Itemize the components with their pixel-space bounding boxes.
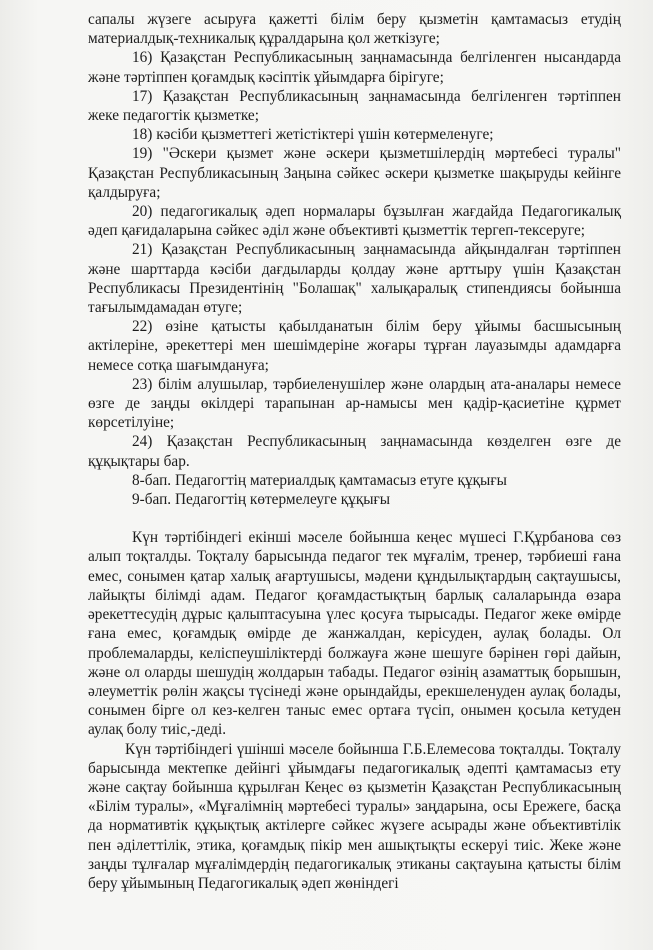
list-item-21: 21) Қазақстан Республикасының заңнамасында айқындалған тәртіппен және шарттарда кәсіби дағдыларды қолдау және арттыру үшін Қазақстан Республикасы Президентінің "Болашақ" халықаралық стипендиясы бойынша тағылымдамадан өтуге; bbox=[88, 241, 621, 317]
article-8-heading: 8-бап. Педагогтің материалдық қамтамасыз етуге құқығы bbox=[132, 471, 507, 489]
list-item-22: 22) өзіне қатысты қабылданатын білім беру ұйымы басшысының актілеріне, әрекеттері мен шешімдеріне жоғары тұрған лауазымды адамдарға немесе сотқа шағымдануға; bbox=[88, 318, 621, 374]
agenda-item-3-paragraph: Күн тәртібіндегі үшінші мәселе бойынша Г.Б.Елемесова тоқталды. Тоқталу барысында мектепке дейінгі ұйымдағы педагогикалық әдепті қамтамасыз ету және сақтау бойынша құрылған Кеңес өз қызметін Қазақстан Республикасының «Білім туралы», «Мұғалімнің мәртебесі туралы» заңдарына, осы Ережеге, басқа да нормативтік құқықтық актілерге сәйкес жүзеге асырады және объективтілік пен әділеттілік, этика, қоғамдық пікір мен ашықтықты ескеруі тиіс. Жеке және заңды тұлғалар мұғалімдердің педагогикалық этиканы сақтауына қатысты білім беру ұйымының Педагогикалық әдеп жөніндегі bbox=[88, 740, 621, 892]
list-item-24: 24) Қазақстан Республикасының заңнамасында көзделген өзге де құқықтары бар. bbox=[88, 433, 621, 470]
list-item-23: 23) білім алушылар, тәрбиеленушілер және олардың ата-аналары немесе өзге де заңды өкілдері тарапынан ар-намысы мен қадір-қасиетіне құрмет көрсетілуіне; bbox=[88, 375, 621, 432]
list-item-16: 16) Қазақстан Республикасының заңнамасында белгіленген нысандарда және тәртіппен қоғамдық кәсіптік ұйымдарға бірігуге; bbox=[88, 49, 621, 86]
paragraph-continuation: сапалы жүзеге асыруға қажетті білім беру қызметін қамтамасыз етудің материалдық-техникалық құралдарына қол жеткізуге; bbox=[88, 11, 621, 48]
article-9-heading: 9-бап. Педагогтің көтермелеуге құқығы bbox=[132, 491, 391, 509]
list-item-20: 20) педагогикалық әдеп нормалары бұзылған жағдайда Педагогикалық әдеп қағидаларына сәйкес әділ және объективті қызметтік тергеп-тексеруге; bbox=[88, 203, 621, 240]
agenda-item-2-paragraph: Күн тәртібіндегі екінші мәселе бойынша кеңес мүшесі Г.Құрбанова сөз алып тоқталды. Тоқталу барысында педагог тек мұғалім, тренер, тәрбиеші ғана емес, сонымен қатар халық ағартушысы, мәдени құндылықтардың сақтаушысы, лайықты білімді адам. Педагог қоғамдастықтың барлық салаларында өзара әрекеттесудің дұрыс қалыптасуына үлес қосуға тырысады. Педагог жеке өмірде ғана емес, қоғамдық өмірде де жанжалдан, керісуден, аулақ болады. Ол проблемаларды, келіспеушіліктерді болжауға және шешуге бәрінен гөрі дайын, және ол оларды шешудің жолдарын табады. Педагог өзінің азаматтық борышын, әлеуметтік рөлін жақсы түсінеді және орындайды, ерекшеленуден аулақ болады, сонымен бірге ол кез-келген таныс емес ортаға түсіп, онымен қосыла кетуден аулақ болу тиіс,-деді. bbox=[88, 529, 621, 739]
list-item-17: 17) Қазақстан Республикасының заңнамасында белгіленген тәртіппен жеке педагогтік қызметке; bbox=[88, 87, 621, 125]
paragraph-gap bbox=[88, 509, 621, 528]
list-item-18: 18) кәсіби қызметтегі жетістіктері үшін көтермеленуге; bbox=[132, 126, 494, 144]
list-item-19: 19) "Әскери қызмет және әскери қызметшілердің мәртебесі туралы" Қазақстан Республикасының Заңына сәйкес әскери қызметке шақыруды кейінге қалдыруға; bbox=[88, 145, 621, 201]
